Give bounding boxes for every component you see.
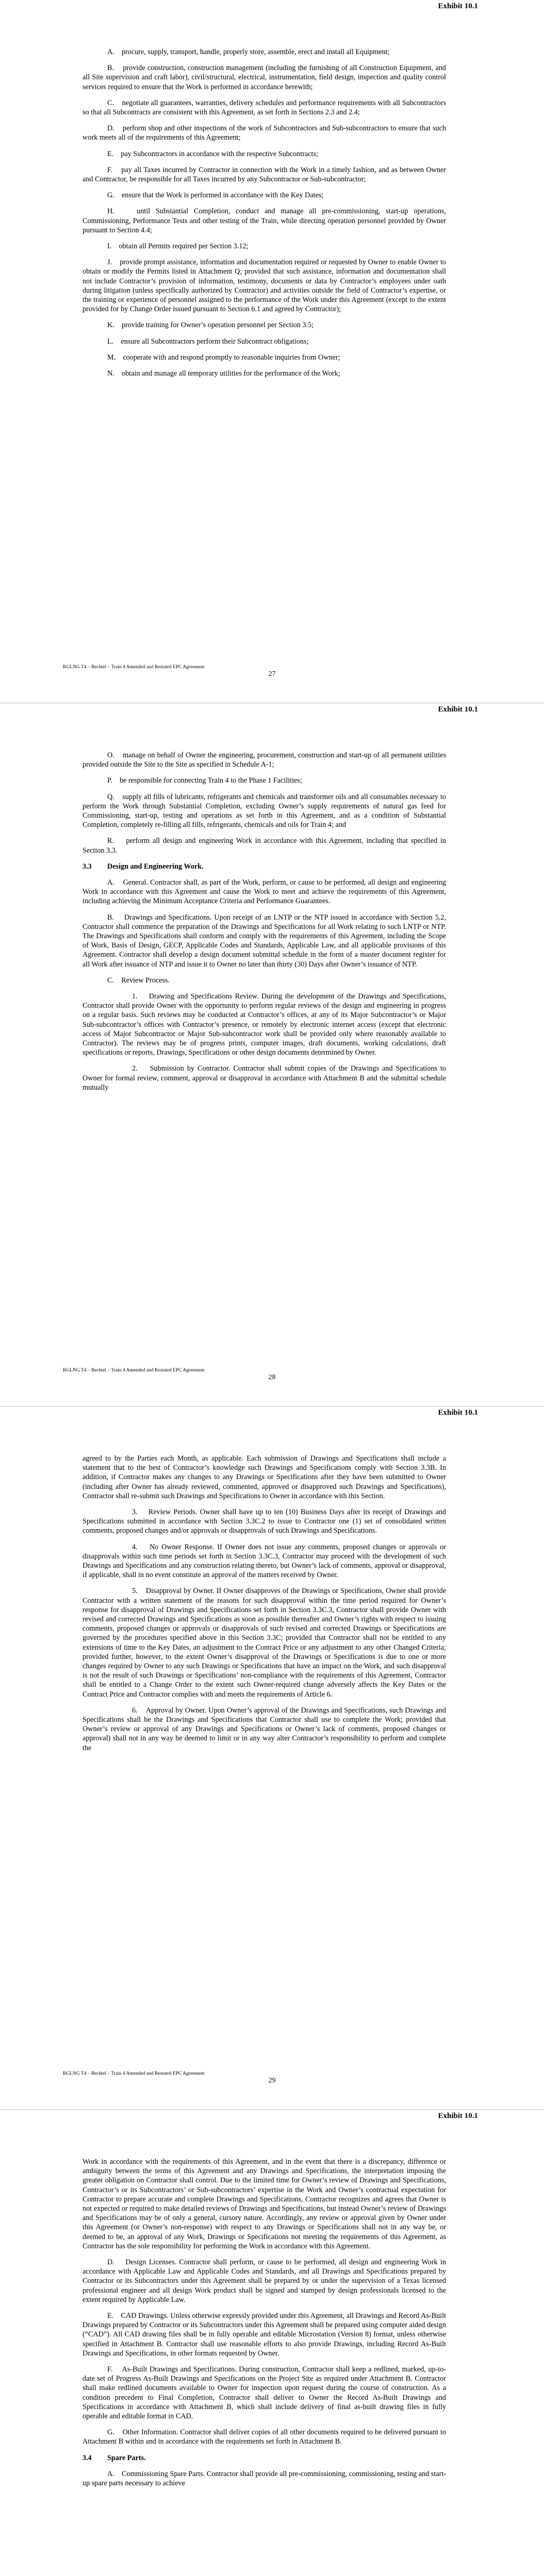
paragraph: A. procure, supply, transport, handle, properly store, assemble, erect and install all Equipment; bbox=[107, 48, 390, 56]
section-number: 3.3 bbox=[83, 862, 92, 871]
section-heading bbox=[83, 2453, 446, 2463]
page-body bbox=[83, 751, 446, 1099]
page-body bbox=[83, 47, 446, 385]
paragraph: L. ensure all Subcontractors perform their Subcontract obligations; bbox=[107, 337, 309, 346]
paragraph: I. obtain all Permits required per Section 3.12; bbox=[107, 242, 249, 251]
paragraph: Q. supply all fills of lubricants, refrigerants and chemicals and transformer oils and all consumables necessary to perform the Work through Substantial Completion, excluding Owner’s supply requirements of natural gas feed for Commissioning, start-up, testing and operations as set forth in this Agreement, and as a condition of Substantial Completion, completely re-filling all fills, refrigerants, chemicals and oils for Train 4; and bbox=[83, 792, 446, 829]
page-body bbox=[83, 1454, 446, 1759]
paragraph: J. provide prompt assistance, information and documentation required or requested by Owner to enable Owner to obtain or modify the Permits listed in Attachment Q; provided that such assistance, information and documentation shall not include Contractor’s provision of information, testimony, documents or data by Contractor’s employees under oath during litigation (unless specifically authorized by Contractor) and activities outside the field of Contractor’s expertise, or the training or experience of personnel assigned to the performance of the Work under this Agreement (except to the extent provided for by Change Order issued pursuant to Section 6.1 and agreed by Contractor); bbox=[83, 258, 446, 314]
paragraph: A. Commissioning Spare Parts. Contractor shall provide all pre-commissioning, commissioning, testing and start-up spare parts necessary to achieve bbox=[83, 2469, 446, 2488]
paragraph: 5. Disapproval by Owner. If Owner disapproves of the Drawings or Specifications, Owner shall provide Contractor with a written statement of the reasons for such disapproval within the time period required for Owner’s response for disapproval of Drawings and Specifications set forth in Section 3.3C.3, Contractor shall provide Owner with revised and corrected Drawings and Specifications as soon as possible thereafter and Owner’s rights with respect to issuing comments, proposed changes or approvals or disapprovals of such revised and corrected Drawings or Specifications are governed by the procedures specified above in this Section 3.3C; provided that Contractor shall not be entitled to any extensions of time to the Key Dates, an adjustment to the Contract Price or any adjustment to any other Changed Criteria; provided further, however, to the extent Owner’s disapproval of the Drawings or Specifications is due to one or more changes required by Owner to any such Drawings or Specifications that have an impact on the Work, and such disapproval is not the result of such Drawings or Specifications’ non-compliance with the requirements of this Agreement, Contractor shall be entitled to a Change Order to the extent such Owner-required change adversely affects the Key Dates or the Contract Price and Contractor complies with and meets the requirements of Article 6. bbox=[83, 1587, 446, 1699]
section-title: Spare Parts. bbox=[107, 2453, 146, 2462]
paragraph: M. cooperate with and respond promptly to reasonable inquiries from Owner; bbox=[107, 353, 340, 362]
paragraph: C. negotiate all guarantees, warranties, delivery schedules and performance requirements with all Subcontractors so that all Subcontracts are consistent with this Agreement, as set forth in Sections 2.3 and 2.4; bbox=[83, 98, 446, 117]
paragraph: 1. Drawing and Specifications Review. During the development of the Drawings and Specifications, Contractor shall provide Owner with the opportunity to perform regular reviews of the design and engineering in progress on a regular basis. Such reviews may be conducted at Contractor’s offices, at any of its Major Subcontractor’s or Major Sub-subcontractor’s offices with Contractor’s presence, or remotely by electronic internet access (except that electronic access of Major Subcontractor or Major Sub-subcontractor work shall be provided only where reasonably available to Contractor). The reviews may be of progress prints, computer images, draft documents, working calculations, draft specifications or reports, Drawings, Specifications or other design documents determined by Owner. bbox=[83, 992, 446, 1057]
paragraph: R. perform all design and engineering Work in accordance with this Agreement, including that specified in Section 3.3. bbox=[83, 837, 446, 855]
paragraph: F. As-Built Drawings and Specifications. During construction, Contractor shall keep a redlined, marked, up-to-date set of Progress As-Built Drawings and Specifications on the Project Site as required under Attachment B. Contractor shall make redlined documents available to Owner for inspection upon request during the course of construction. As a condition precedent to Final Completion, Contractor shall deliver to Owner the Record As-Built Drawings and Specifications in accordance with Attachment B, which shall include delivery of final as-built drawing files in fully operable and editable format in CAD. bbox=[83, 2365, 446, 2421]
page-number: 28 bbox=[268, 1374, 276, 1381]
exhibit-label: Exhibit 10.1 bbox=[438, 2112, 478, 2120]
document-page bbox=[0, 1406, 544, 2110]
paragraph: F. pay all Taxes incurred by Contractor in connection with the Work in a timely fashion, and as between Owner and Contractor, be responsible for all Taxes incurred by any Subcontractor or Sub-subcontractor; bbox=[83, 165, 446, 184]
paragraph: Work in accordance with the requirements of this Agreement, and in the event that there is a discrepancy, difference or ambiguity between the terms of this Agreement and any Drawings and Specifications, the interpretation imposing the greater obligation on Contractor shall control. Due to the limited time for Owner’s review of Drawings and Specifications, Contractor’s or its Subcontractors’ or Sub-subcontractors’ expertise in the Work and Owner’s contractual expectation for Contractor to prepare accurate and complete Drawings and Specifications, Contractor recognizes and agrees that Owner is not expected or required to make detailed reviews of Drawings and Specifications, but instead Owner’s review of Drawings and Specifications may be of only a general, cursory nature. Accordingly, any review or approval given by Owner under this Agreement (or Owner’s non-response) with respect to any Drawings or Specifications shall not in any way be, or deemed to be, an approval of any Work, Drawings or Specifications not meeting the requirements of this Agreement, as Contractor has the sole responsibility for performing the Work in accordance with this Agreement. bbox=[83, 2158, 446, 2250]
exhibit-label: Exhibit 10.1 bbox=[438, 2, 478, 10]
page-footer: RGLNG T4 – Bechtel – Train 4 Amended and Restated EPC Agreement bbox=[63, 1368, 205, 1373]
paragraph: G. ensure that the Work is performed in accordance with the Key Dates; bbox=[107, 191, 324, 200]
exhibit-label: Exhibit 10.1 bbox=[438, 1409, 478, 1417]
paragraph: H. until Substantial Completion, conduct and manage all pre-commissioning, start-up operations, Commissioning, Performance Tests and other testing of the Train, while directing operation personnel provided by Owner pursuant to Section 4.4; bbox=[83, 207, 446, 234]
paragraph: agreed to by the Parties each Month, as applicable. Each submission of Drawings and Specifications shall include a statement that to the best of Contractor’s knowledge such Drawings and Specifications comply with Section 3.3B. In addition, if Contractor makes any changes to any Drawings or Specifications after they have been submitted to Owner (including after Owner has already reviewed, commented, approved or disapproved such Drawings and Specifications), Contractor shall re-submit such Drawings and Specifications to Owner in accordance with this Section. bbox=[83, 1454, 446, 1500]
section-number: 3.4 bbox=[83, 2453, 92, 2462]
exhibit-label: Exhibit 10.1 bbox=[438, 705, 478, 714]
page-footer: RGLNG T4 – Bechtel – Train 4 Amended and Restated EPC Agreement bbox=[63, 665, 205, 670]
paragraph: K. provide training for Owner’s operation personnel per Section 3.5; bbox=[107, 321, 314, 330]
paragraph: D. perform shop and other inspections of the work of Subcontractors and Sub-subcontractors to ensure that such work meets all of the requirements of this Agreement; bbox=[83, 124, 446, 142]
section-heading bbox=[83, 862, 446, 871]
paragraph: N. obtain and manage all temporary utilities for the performance of the Work; bbox=[107, 369, 340, 378]
page-number: 29 bbox=[268, 2077, 276, 2084]
paragraph: 2. Submission by Contractor. Contractor shall submit copies of the Drawings and Specifications to Owner for formal review, comment, approval or disapproval in accordance with Attachment B and the submittal schedule mutually bbox=[83, 1064, 446, 1092]
page-body bbox=[83, 2157, 446, 2495]
document-page bbox=[0, 703, 544, 1406]
paragraph: B. provide construction, construction management (including the furnishing of all Construction Equipment, and all Site supervision and craft labor), civil/structural, electrical, instrumentation, field design, inspection and quality control services required to ensure that the Work is performed in accordance herewith; bbox=[83, 64, 446, 91]
section-title: Design and Engineering Work. bbox=[107, 862, 204, 871]
paragraph: O. manage on behalf of Owner the engineering, procurement, construction and start-up of all permanent utilities provided outside the Site to the Site as specified in Schedule A-1; bbox=[83, 751, 446, 769]
paragraph: 4. No Owner Response. If Owner does not issue any comments, proposed changes or approvals or disapprovals within such time periods set forth in Section 3.3C.3, Contractor may proceed with the development of such Drawings and Specifications and any construction relating thereto, but Owner’s lack of comments, approval or disapproval, if applicable, shall in no event constitute an approval of the matters received by Owner. bbox=[83, 1543, 446, 1580]
paragraph: C. Review Process. bbox=[107, 976, 170, 985]
page-number: 27 bbox=[268, 670, 276, 678]
paragraph: B. Drawings and Specifications. Upon receipt of an LNTP or the NTP issued in accordance with Section 5.2, Contractor shall commence the preparation of the Drawings and Specifications for all Work relating to such LNTP or NTP. The Drawings and Specifications shall conform and comply with the requirements of this Agreement, including the Scope of Work, Basis of Design, GECP, Applicable Codes and Standards, Applicable Law, and all applicable provisions of this Agreement. Contractor shall develop a design document submittal schedule in the form of a master document register for all Work after issuance of NTP and issue it to Owner no later than thirty (30) Days after Owner’s issuance of NTP. bbox=[83, 913, 446, 969]
paragraph: A. General. Contractor shall, as part of the Work, perform, or cause to be performed, all design and engineering Work in accordance with this Agreement and cause the Work to meet and achieve the requirements of this Agreement, including achieving the Minimum Acceptance Criteria and Performance Guarantees. bbox=[83, 878, 446, 906]
document-page bbox=[0, 2110, 544, 2576]
page-footer: RGLNG T4 – Bechtel – Train 4 Amended and Restated EPC Agreement bbox=[63, 2071, 205, 2076]
paragraph: E. pay Subcontractors in accordance with the respective Subcontracts; bbox=[107, 149, 318, 158]
paragraph: 6. Approval by Owner. Upon Owner’s approval of the Drawings and Specifications, such Drawings and Specifications shall be the Drawings and Specifications that Contractor shall use to complete the Work; provided that Owner’s review or approval of any Drawings and Specifications or Owner’s lack of comments, proposed changes or approval) shall not in any way be deemed to limit or in any way alter Contractor’s responsibility to perform and complete the bbox=[83, 1706, 446, 1752]
paragraph: G. Other Information. Contractor shall deliver copies of all other documents required to be delivered pursuant to Attachment B within and in accordance with the requirements set forth in Attachment B. bbox=[83, 2428, 446, 2446]
paragraph: P. be responsible for connecting Train 4 to the Phase 1 Facilities; bbox=[107, 776, 302, 785]
paragraph: D. Design Licenses. Contractor shall perform, or cause to be performed, all design and engineering Work in accordance with Applicable Law and Applicable Codes and Standards, and all Drawings and Specifications prepared by Contractor or its Subcontractors under this Agreement shall be prepared by or under the supervision of a Texas licensed professional engineer and all design Work product shall be signed and stamped by design professionals licensed to the extent required by Applicable Law. bbox=[83, 2258, 446, 2304]
paragraph: 3. Review Periods. Owner shall have up to ten (10) Business Days after its receipt of Drawings and Specifications submitted in accordance with Section 3.3C.2 to issue to Contractor one (1) set of consolidated written comments, proposed changes and/or approvals or disapprovals of such Drawings and Specifications. bbox=[83, 1508, 446, 1535]
paragraph: E. CAD Drawings. Unless otherwise expressly provided under this Agreement, all Drawings and Record As-Built Drawings prepared by Contractor or its Subcontractors under this Agreement shall be prepared using computer aided design (“CAD”). All CAD drawing files shall be in fully operable and editable Microstation (Version 8) format, unless otherwise specified in Attachment B. Contractor shall use reasonable efforts to also provide Drawings, including Record As-Built Drawings and Specifications, in other formats requested by Owner. bbox=[83, 2312, 446, 2358]
document-page bbox=[0, 0, 544, 703]
